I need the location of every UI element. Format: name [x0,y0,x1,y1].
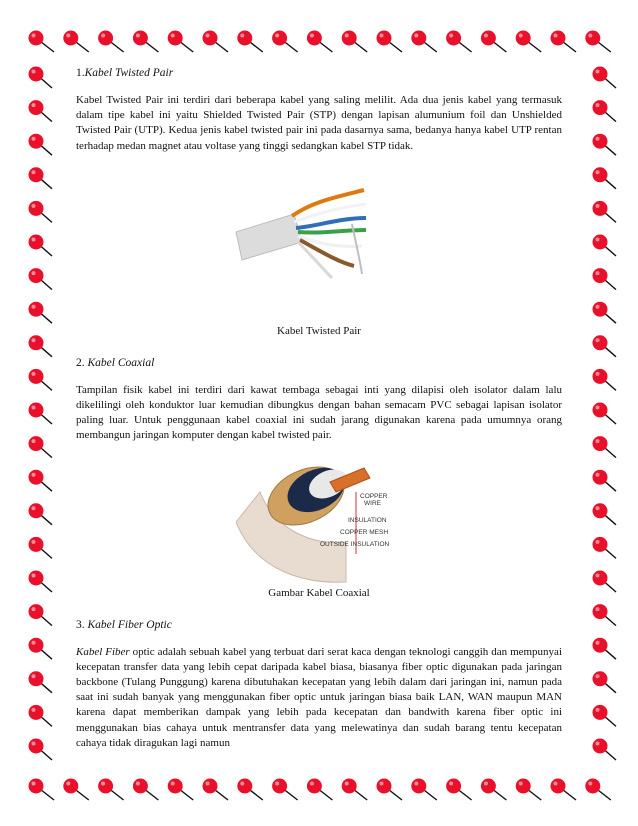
lollipop-icon [593,470,617,492]
lollipop-icon [29,739,53,761]
lollipop-icon [551,31,577,53]
lollipop-icon [593,235,617,257]
lollipop-icon [516,31,542,53]
lollipop-icon [272,31,298,53]
lollipop-icon [29,436,53,458]
lollipop-icon [446,31,472,53]
border-bottom-row [29,779,611,801]
section-1-paragraph: Kabel Twisted Pair ini terdiri dari beberapa kabel yang saling melilit. Ada dua jenis kabel yang termasuk dalam tipe kabel ini yaitu Shielded Twisted Pair (STP) dengan lapisan alumunium foil dan Unshielded Twisted Pair (UTP). Kedua jenis kabel twisted pair ini pada dasarnya sama, bedanya hanya kabel UTP rentan terhadap medan magnet atau voltase yang tinggi sedangkan kabel STP tidak. [76,94,562,152]
label-outside-insulation: OUTSIDE INSULATION [320,540,390,548]
lollipop-icon [593,268,617,290]
lollipop-icon [593,739,617,761]
section-3-number: 3. [76,618,88,631]
lollipop-icon [98,31,124,53]
lollipop-icon [593,369,617,391]
lollipop-icon [29,705,53,727]
lollipop-icon [29,537,53,559]
label-insulation: INSULATION [348,516,387,524]
lollipop-icon [203,779,229,801]
lollipop-icon [29,31,55,53]
lollipop-icon [593,436,617,458]
lollipop-icon [29,167,53,189]
section-3-paragraph-lead: Kabel Fiber [76,645,130,658]
section-2-paragraph: Tampilan fisik kabel ini terdiri dari kawat tembaga sebagai inti yang dilapisi oleh isolator dalam lalu dikelilingi oleh konduktor luar kemudian dibungkus dengan bahan semacam PVC sebagai lapisan isolator paling luar. Untuk penggunaan kabel coaxial ini sudah jarang digunakan karena pada umumnya orang membangun jaringan komputer dengan kabel twisted pair. [76,383,562,442]
section-3-title: Kabel Fiber Optic [87,618,172,631]
lollipop-icon [593,201,617,223]
lollipop-icon [29,671,53,693]
lollipop-icon [29,571,53,593]
lollipop-icon [29,403,53,425]
lollipop-icon [29,201,53,223]
document-body [76,66,562,751]
lollipop-icon [593,335,617,357]
section-1-caption: Kabel Twisted Pair [277,324,361,337]
lollipop-icon [593,67,617,89]
coaxial-cable-icon [236,462,404,584]
lollipop-icon [168,31,194,53]
lollipop-icon [29,100,53,122]
lollipop-icon [377,779,403,801]
lollipop-icon [342,31,368,53]
lollipop-icon [237,779,262,801]
lollipop-icon [29,134,53,156]
lollipop-icon [29,604,53,626]
lollipop-icon [29,779,55,801]
lollipop-icon [168,779,194,801]
lollipop-icon [272,779,298,801]
lollipop-icon [411,779,437,801]
lollipop-icon [593,638,617,660]
border-left-column [29,67,53,761]
section-1-title: Kabel Twisted Pair [84,67,174,79]
section-1-heading [76,66,562,81]
twisted-pair-cable-icon [232,184,372,284]
lollipop-icon [98,779,124,801]
section-3-heading [76,618,562,633]
lollipop-icon [593,134,617,156]
lollipop-icon [593,671,617,693]
lollipop-icon [593,604,617,626]
border-right-column [593,67,617,761]
lollipop-icon [29,638,53,660]
section-2-number: 2. [76,356,88,369]
lollipop-icon [593,571,617,593]
lollipop-icon [133,779,159,801]
lollipop-icon [411,31,437,53]
lollipop-icon [585,779,611,801]
lollipop-icon [585,31,611,53]
lollipop-icon [29,369,53,391]
lollipop-icon [593,503,617,525]
lollipop-icon [63,31,89,53]
lollipop-icon [307,31,333,53]
twisted-pair-image [76,166,562,324]
label-wire: WIRE [364,499,381,507]
lollipop-icon [29,235,53,257]
lollipop-icon [593,167,617,189]
lollipop-icon [593,537,617,559]
lollipop-icon [29,268,53,290]
section-3-paragraph [76,645,562,751]
lollipop-icon [593,100,617,122]
lollipop-icon [551,779,577,801]
lollipop-icon [446,779,472,801]
lollipop-icon [593,403,617,425]
border-top-row [29,31,611,53]
lollipop-icon [29,302,53,324]
lollipop-icon [29,470,53,492]
lollipop-icon [63,779,89,801]
section-2-title: Kabel Coaxial [87,356,155,369]
label-copper: COPPER [360,492,388,500]
lollipop-icon [516,779,542,801]
section-3-paragraph-rest: optic adalah sebuah kabel yang terbuat dari serat kaca dengan teknologi canggih dan mempunyai kecepatan transfer data yang lebih cepat daripada kabel biasa, biasanya fiber optic digunakan pada jaringan backbone (Tulang Punggung) karena dibutuhakan kecepatan yang lebih dalam dari jaringan ini, namun pada saat ini sudah banyak yang menggunakan fiber optic untuk jaringan biasa baik LAN, WAN maupun MAN karena dapat memberikan dampak yang lebih pada kecepatan dan bandwith karena fiber optic ini menggunakan bias cahaya untuk mentransfer data yang melewatinya dan sudah barang tentu kecepatan cahaya tidak diragukan lagi namun [76,645,562,749]
lollipop-icon [29,335,53,357]
section-2-caption: Gambar Kabel Coaxial [268,586,370,599]
lollipop-icon [203,31,229,53]
lollipop-icon [29,67,53,89]
lollipop-icon [481,31,507,53]
section-2-heading [76,356,562,371]
lollipop-icon [593,302,617,324]
lollipop-icon [29,503,53,525]
label-copper-mesh: COPPER MESH [340,528,389,536]
lollipop-icon [593,705,617,727]
lollipop-icon [377,31,403,53]
lollipop-icon [342,779,368,801]
coaxial-image [76,456,562,586]
lollipop-icon [237,31,262,53]
section-1-number: 1. [76,67,85,79]
lollipop-icon [133,31,159,53]
lollipop-icon [307,779,333,801]
lollipop-icon [481,779,507,801]
